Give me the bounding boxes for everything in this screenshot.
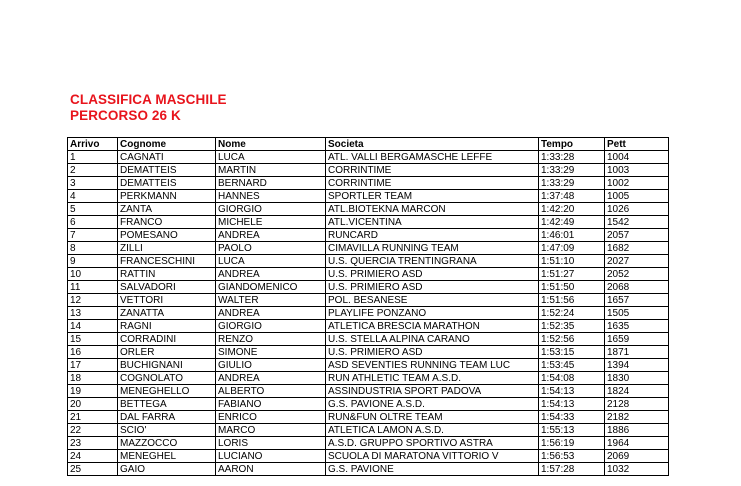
cell-rank: 19 (68, 385, 118, 398)
cell-name: FABIANO (216, 398, 326, 411)
cell-time: 1:51:50 (539, 281, 605, 294)
table-row (68, 190, 669, 203)
cell-name: ANDREA (216, 307, 326, 320)
column-header-club: Societa (326, 138, 539, 151)
cell-surname: FRANCO (118, 216, 216, 229)
cell-rank: 10 (68, 268, 118, 281)
cell-name: MARCO (216, 424, 326, 437)
cell-surname: BUCHIGNANI (118, 359, 216, 372)
cell-rank: 1 (68, 151, 118, 164)
cell-name: RENZO (216, 333, 326, 346)
cell-rank: 9 (68, 255, 118, 268)
cell-surname: SALVADORI (118, 281, 216, 294)
cell-time: 1:51:27 (539, 268, 605, 281)
cell-rank: 16 (68, 346, 118, 359)
table-row (68, 281, 669, 294)
cell-bib: 1659 (605, 333, 669, 346)
table-row (68, 359, 669, 372)
cell-club: CIMAVILLA RUNNING TEAM (326, 242, 539, 255)
table-row (68, 437, 669, 450)
table-row (68, 398, 669, 411)
cell-rank: 12 (68, 294, 118, 307)
table-row (68, 372, 669, 385)
cell-surname: RATTIN (118, 268, 216, 281)
cell-name: SIMONE (216, 346, 326, 359)
cell-time: 1:57:28 (539, 463, 605, 476)
cell-bib: 1005 (605, 190, 669, 203)
table-row (68, 229, 669, 242)
cell-rank: 13 (68, 307, 118, 320)
cell-name: ANDREA (216, 268, 326, 281)
cell-rank: 21 (68, 411, 118, 424)
table-row (68, 177, 669, 190)
cell-bib: 2052 (605, 268, 669, 281)
cell-surname: CAGNATI (118, 151, 216, 164)
cell-club: POL. BESANESE (326, 294, 539, 307)
table-row (68, 203, 669, 216)
cell-bib: 1542 (605, 216, 669, 229)
cell-surname: GAIO (118, 463, 216, 476)
cell-time: 1:46:01 (539, 229, 605, 242)
table-row (68, 411, 669, 424)
cell-bib: 1682 (605, 242, 669, 255)
cell-club: ATLETICA BRESCIA MARATHON (326, 320, 539, 333)
cell-time: 1:47:09 (539, 242, 605, 255)
table-row (68, 151, 669, 164)
cell-time: 1:37:48 (539, 190, 605, 203)
table-row (68, 463, 669, 476)
cell-club: RUN ATHLETIC TEAM A.S.D. (326, 372, 539, 385)
cell-rank: 15 (68, 333, 118, 346)
cell-rank: 14 (68, 320, 118, 333)
cell-rank: 2 (68, 164, 118, 177)
cell-surname: DEMATTEIS (118, 177, 216, 190)
table-row (68, 242, 669, 255)
cell-time: 1:51:56 (539, 294, 605, 307)
cell-name: WALTER (216, 294, 326, 307)
cell-time: 1:54:33 (539, 411, 605, 424)
cell-time: 1:56:19 (539, 437, 605, 450)
cell-bib: 2027 (605, 255, 669, 268)
cell-bib: 1657 (605, 294, 669, 307)
cell-club: ASD SEVENTIES RUNNING TEAM LUC (326, 359, 539, 372)
table-header-row (68, 138, 669, 151)
table-row (68, 307, 669, 320)
cell-surname: MENEGHELLO (118, 385, 216, 398)
cell-club: RUN&FUN OLTRE TEAM (326, 411, 539, 424)
table-row (68, 320, 669, 333)
cell-name: MICHELE (216, 216, 326, 229)
cell-time: 1:52:24 (539, 307, 605, 320)
cell-time: 1:52:35 (539, 320, 605, 333)
cell-time: 1:54:08 (539, 372, 605, 385)
cell-name: GIORGIO (216, 320, 326, 333)
results-table (67, 137, 669, 476)
cell-time: 1:53:15 (539, 346, 605, 359)
cell-surname: COGNOLATO (118, 372, 216, 385)
cell-bib: 1635 (605, 320, 669, 333)
cell-club: U.S. PRIMIERO ASD (326, 268, 539, 281)
table-row (68, 450, 669, 463)
cell-name: ANDREA (216, 372, 326, 385)
table-row (68, 294, 669, 307)
cell-surname: VETTORI (118, 294, 216, 307)
cell-bib: 2057 (605, 229, 669, 242)
cell-rank: 17 (68, 359, 118, 372)
table-row (68, 268, 669, 281)
cell-surname: RAGNI (118, 320, 216, 333)
cell-club: ATL. VALLI BERGAMASCHE LEFFE (326, 151, 539, 164)
cell-rank: 20 (68, 398, 118, 411)
cell-name: HANNES (216, 190, 326, 203)
cell-name: MARTIN (216, 164, 326, 177)
cell-bib: 2069 (605, 450, 669, 463)
cell-bib: 1394 (605, 359, 669, 372)
cell-time: 1:56:53 (539, 450, 605, 463)
cell-rank: 24 (68, 450, 118, 463)
cell-club: RUNCARD (326, 229, 539, 242)
cell-surname: FRANCESCHINI (118, 255, 216, 268)
cell-surname: DAL FARRA (118, 411, 216, 424)
cell-bib: 1002 (605, 177, 669, 190)
cell-surname: MENEGHEL (118, 450, 216, 463)
cell-club: ASSINDUSTRIA SPORT PADOVA (326, 385, 539, 398)
cell-club: SPORTLER TEAM (326, 190, 539, 203)
cell-bib: 1003 (605, 164, 669, 177)
cell-bib: 1830 (605, 372, 669, 385)
cell-club: U.S. QUERCIA TRENTINGRANA (326, 255, 539, 268)
cell-surname: CORRADINI (118, 333, 216, 346)
column-header-name: Nome (216, 138, 326, 151)
cell-name: LUCA (216, 151, 326, 164)
cell-club: U.S. PRIMIERO ASD (326, 281, 539, 294)
cell-rank: 8 (68, 242, 118, 255)
cell-bib: 1886 (605, 424, 669, 437)
table-row (68, 385, 669, 398)
cell-time: 1:55:13 (539, 424, 605, 437)
cell-name: ALBERTO (216, 385, 326, 398)
cell-rank: 7 (68, 229, 118, 242)
cell-club: ATL.VICENTINA (326, 216, 539, 229)
cell-time: 1:42:49 (539, 216, 605, 229)
cell-bib: 1871 (605, 346, 669, 359)
table-row (68, 346, 669, 359)
table-row (68, 164, 669, 177)
cell-surname: ZANTA (118, 203, 216, 216)
cell-name: LUCA (216, 255, 326, 268)
column-header-time: Tempo (539, 138, 605, 151)
cell-club: CORRINTIME (326, 164, 539, 177)
cell-name: GIULIO (216, 359, 326, 372)
cell-club: G.S. PAVIONE (326, 463, 539, 476)
column-header-surname: Cognome (118, 138, 216, 151)
cell-surname: SCIO' (118, 424, 216, 437)
cell-rank: 23 (68, 437, 118, 450)
cell-rank: 22 (68, 424, 118, 437)
cell-rank: 25 (68, 463, 118, 476)
cell-rank: 6 (68, 216, 118, 229)
cell-name: LORIS (216, 437, 326, 450)
cell-club: ATL.BIOTEKNA MARCON (326, 203, 539, 216)
cell-name: GIANDOMENICO (216, 281, 326, 294)
cell-surname: POMESANO (118, 229, 216, 242)
cell-bib: 2128 (605, 398, 669, 411)
cell-surname: MAZZOCCO (118, 437, 216, 450)
table-row (68, 216, 669, 229)
table-row (68, 255, 669, 268)
cell-name: GIORGIO (216, 203, 326, 216)
cell-surname: PERKMANN (118, 190, 216, 203)
cell-surname: ZANATTA (118, 307, 216, 320)
cell-club: PLAYLIFE PONZANO (326, 307, 539, 320)
cell-club: CORRINTIME (326, 177, 539, 190)
cell-time: 1:54:13 (539, 398, 605, 411)
cell-club: ATLETICA LAMON A.S.D. (326, 424, 539, 437)
page-title: CLASSIFICA MASCHILE (70, 92, 227, 107)
cell-bib: 1004 (605, 151, 669, 164)
cell-bib: 1824 (605, 385, 669, 398)
cell-surname: DEMATTEIS (118, 164, 216, 177)
cell-bib: 1505 (605, 307, 669, 320)
cell-time: 1:42:20 (539, 203, 605, 216)
cell-club: U.S. STELLA ALPINA CARANO (326, 333, 539, 346)
cell-rank: 11 (68, 281, 118, 294)
cell-name: BERNARD (216, 177, 326, 190)
cell-name: ANDREA (216, 229, 326, 242)
cell-bib: 2068 (605, 281, 669, 294)
table-row (68, 333, 669, 346)
cell-bib: 1026 (605, 203, 669, 216)
cell-bib: 1032 (605, 463, 669, 476)
cell-name: PAOLO (216, 242, 326, 255)
cell-time: 1:33:29 (539, 164, 605, 177)
cell-rank: 5 (68, 203, 118, 216)
cell-time: 1:33:29 (539, 177, 605, 190)
cell-rank: 4 (68, 190, 118, 203)
cell-name: AARON (216, 463, 326, 476)
cell-club: A.S.D. GRUPPO SPORTIVO ASTRA (326, 437, 539, 450)
page-subtitle: PERCORSO 26 K (70, 108, 181, 123)
cell-name: LUCIANO (216, 450, 326, 463)
cell-time: 1:53:45 (539, 359, 605, 372)
cell-surname: ZILLI (118, 242, 216, 255)
cell-time: 1:33:28 (539, 151, 605, 164)
cell-club: U.S. PRIMIERO ASD (326, 346, 539, 359)
cell-time: 1:52:56 (539, 333, 605, 346)
column-header-rank: Arrivo (68, 138, 118, 151)
cell-club: G.S. PAVIONE A.S.D. (326, 398, 539, 411)
cell-surname: BETTEGA (118, 398, 216, 411)
cell-time: 1:51:10 (539, 255, 605, 268)
cell-surname: ORLER (118, 346, 216, 359)
cell-bib: 2182 (605, 411, 669, 424)
cell-name: ENRICO (216, 411, 326, 424)
column-header-bib: Pett (605, 138, 669, 151)
cell-rank: 18 (68, 372, 118, 385)
cell-time: 1:54:13 (539, 385, 605, 398)
cell-rank: 3 (68, 177, 118, 190)
cell-club: SCUOLA DI MARATONA VITTORIO V (326, 450, 539, 463)
table-row (68, 424, 669, 437)
cell-bib: 1964 (605, 437, 669, 450)
